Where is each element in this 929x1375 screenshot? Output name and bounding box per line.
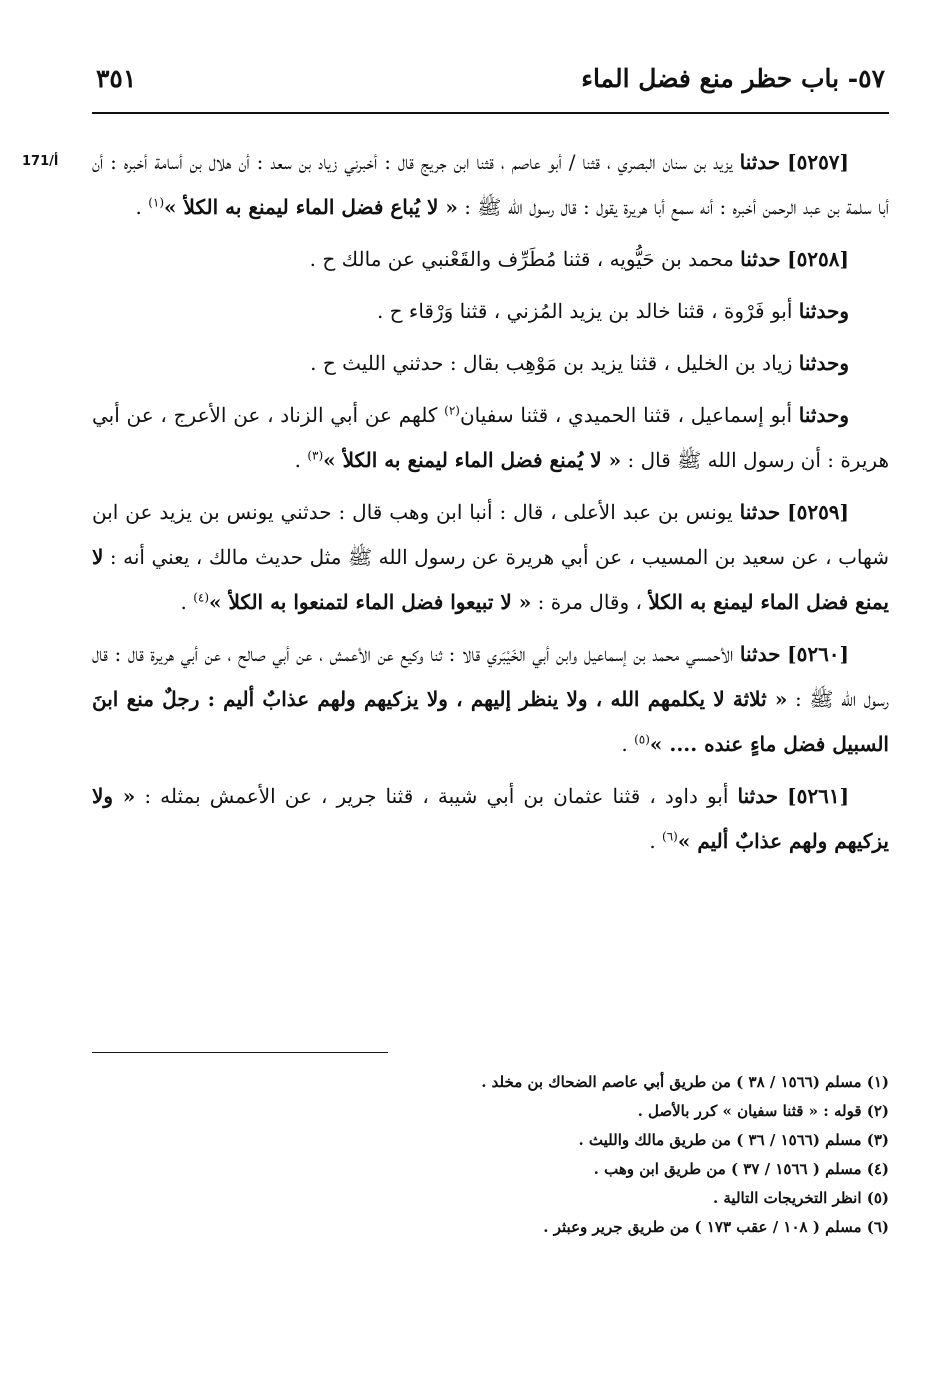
- narration-keyword: حدثنا: [739, 150, 781, 174]
- narration-keyword: حدثنا: [737, 784, 779, 808]
- isnad-text: أبو فَرْوة ، قثنا خالد بن يزيد المُزني ، قثنا وَرْقاء ح .: [376, 299, 793, 323]
- hadith-text: لا يمنع فضل الماء ليمنع به الكلأ: [92, 545, 889, 614]
- footnote-divider: [92, 1052, 388, 1053]
- narration-keyword: وحدثنا: [798, 351, 849, 375]
- footnote-marker: (٣): [307, 448, 324, 463]
- isnad-text: أبو داود ، قثنا عثمان بن أبي شيبة ، قثنا جرير ، عن الأعمش بمثله :: [144, 784, 729, 808]
- sentence-end: .: [180, 590, 194, 614]
- isnad-text: محمد بن حَيُّويه ، قثنا مُطَرِّف والقَعْنبي عن مالك ح .: [309, 247, 734, 271]
- footnote-item: (٤) مسلم ( ١٥٦٦ / ٣٧ ) من طريق ابن وهب .: [593, 1160, 889, 1178]
- isnad-text: ، وقال مرة :: [537, 590, 649, 614]
- hadith-text: « لا يُمنع فضل الماء ليمنع به الكلأ »: [323, 448, 622, 472]
- manuscript-folio-ref: 171/أ: [22, 154, 59, 169]
- chain-paragraph: [92, 289, 889, 334]
- sentence-end: .: [649, 829, 663, 853]
- isnad-text: يزيد بن سنان البصري ، قثنا / أبو عاصم ، قثنا ابن جريج قال : أخبرني زياد بن سعد : أن هلال بن أسامة أخبره : أن أبا سلمة بن عبد الرحمن أخبره : أنه سمع أبا هريرة يقول : قال رسول الله ﷺ :: [92, 150, 889, 219]
- footnote-item: (٣) مسلم (١٥٦٦ / ٣٦ ) من طريق مالك والليث .: [578, 1131, 889, 1149]
- footnote-item: (٢) قوله : « قثنا سفيان » كرر بالأصل .: [637, 1102, 889, 1120]
- narration-keyword: حدثنا: [740, 247, 781, 271]
- narration-keyword: حدثنا: [739, 500, 781, 524]
- footnotes: [89, 1068, 889, 1242]
- page-number: ٣٥١: [96, 64, 137, 93]
- hadith-number: [٥٢٥٩]: [787, 500, 850, 524]
- narration-keyword: حدثنا: [739, 642, 781, 666]
- hadith-number: [٥٢٦١]: [787, 784, 850, 808]
- narration-keyword: وحدثنا: [798, 403, 850, 427]
- hadith-text: « ولا يزكيهم ولهم عذابٌ أليم »: [92, 784, 889, 853]
- isnad-text: أبو إسماعيل ، قثنا الحميدي ، قثنا سفيان: [459, 403, 793, 427]
- chapter-title: ٥٧- باب حظر منع فضل الماء: [581, 64, 885, 93]
- footnote-item: (٦) مسلم ( ١٠٨ / عقب ١٧٣ ) من طريق جرير وعبثر .: [543, 1218, 889, 1236]
- sentence-end: .: [294, 448, 308, 472]
- chain-paragraph: [92, 341, 889, 386]
- hadith-paragraph-5257: [92, 140, 889, 230]
- hadith-paragraph-5260: [92, 632, 889, 767]
- isnad-text: كلهم عن أبي الزناد ، عن الأعرج ، عن أبي هريرة : أن رسول الله ﷺ قال :: [92, 403, 889, 472]
- hadith-paragraph-5258: [92, 237, 889, 282]
- isnad-text: زياد بن الخليل ، قثنا يزيد بن مَوْهِب بقال : حدثني الليث ح .: [310, 351, 793, 375]
- hadith-paragraph-5261: [92, 774, 889, 864]
- hadith-number: [٥٢٥٨]: [787, 247, 849, 271]
- hadith-text: « ثلاثة لا يكلمهم الله ، ولا ينظر إليهم ، ولا يزكيهم ولهم عذابٌ أليم : رجلٌ منع ابنَ السبيل فضل ماءٍ عنده .... »: [92, 687, 889, 756]
- sentence-end: .: [135, 195, 149, 219]
- footnote-marker: (٦): [662, 829, 678, 844]
- footnote-marker: (٤): [193, 590, 210, 605]
- running-header: [92, 62, 889, 114]
- footnote-marker: (١): [148, 195, 165, 210]
- chain-paragraph: [92, 393, 889, 483]
- hadith-paragraph-5259: [92, 490, 889, 625]
- hadith-number: [٥٢٦٠]: [787, 642, 850, 666]
- narration-keyword: وحدثنا: [798, 299, 849, 323]
- footnote-item: (١) مسلم (١٥٦٦ / ٣٨ ) من طريق أبي عاصم الضحاك بن مخلد .: [481, 1073, 889, 1091]
- hadith-number: [٥٢٥٧]: [787, 150, 850, 174]
- hadith-text: « لا يُباع فضل الماء ليمنع به الكلأ »: [164, 195, 458, 219]
- footnote-marker: (٥): [634, 732, 650, 747]
- footnote-marker: (٢): [444, 403, 460, 418]
- isnad-text: يونس بن عبد الأعلى ، قال : أنبا ابن وهب قال : حدثني يونس بن يزيد عن ابن شهاب ، عن سعيد بن المسيب ، عن أبي هريرة عن رسول الله ﷺ مثل حديث مالك ، يعني أنه :: [92, 500, 889, 569]
- isnad-text: الأحمسي محمد بن إسماعيل وابن أبي الخَيْبَري قالا : ثنا وكيع عن الأعمش ، عن أبي صالح ، عن أبي هريرة قال : قال رسول الله ﷺ :: [92, 642, 890, 711]
- hadith-text: « لا تبيعوا فضل الماء لتمنعوا به الكلأ »: [209, 590, 532, 614]
- footnote-item: (٥) انظر التخريجات التالية .: [712, 1189, 889, 1207]
- main-text: [92, 140, 889, 871]
- sentence-end: .: [621, 732, 635, 756]
